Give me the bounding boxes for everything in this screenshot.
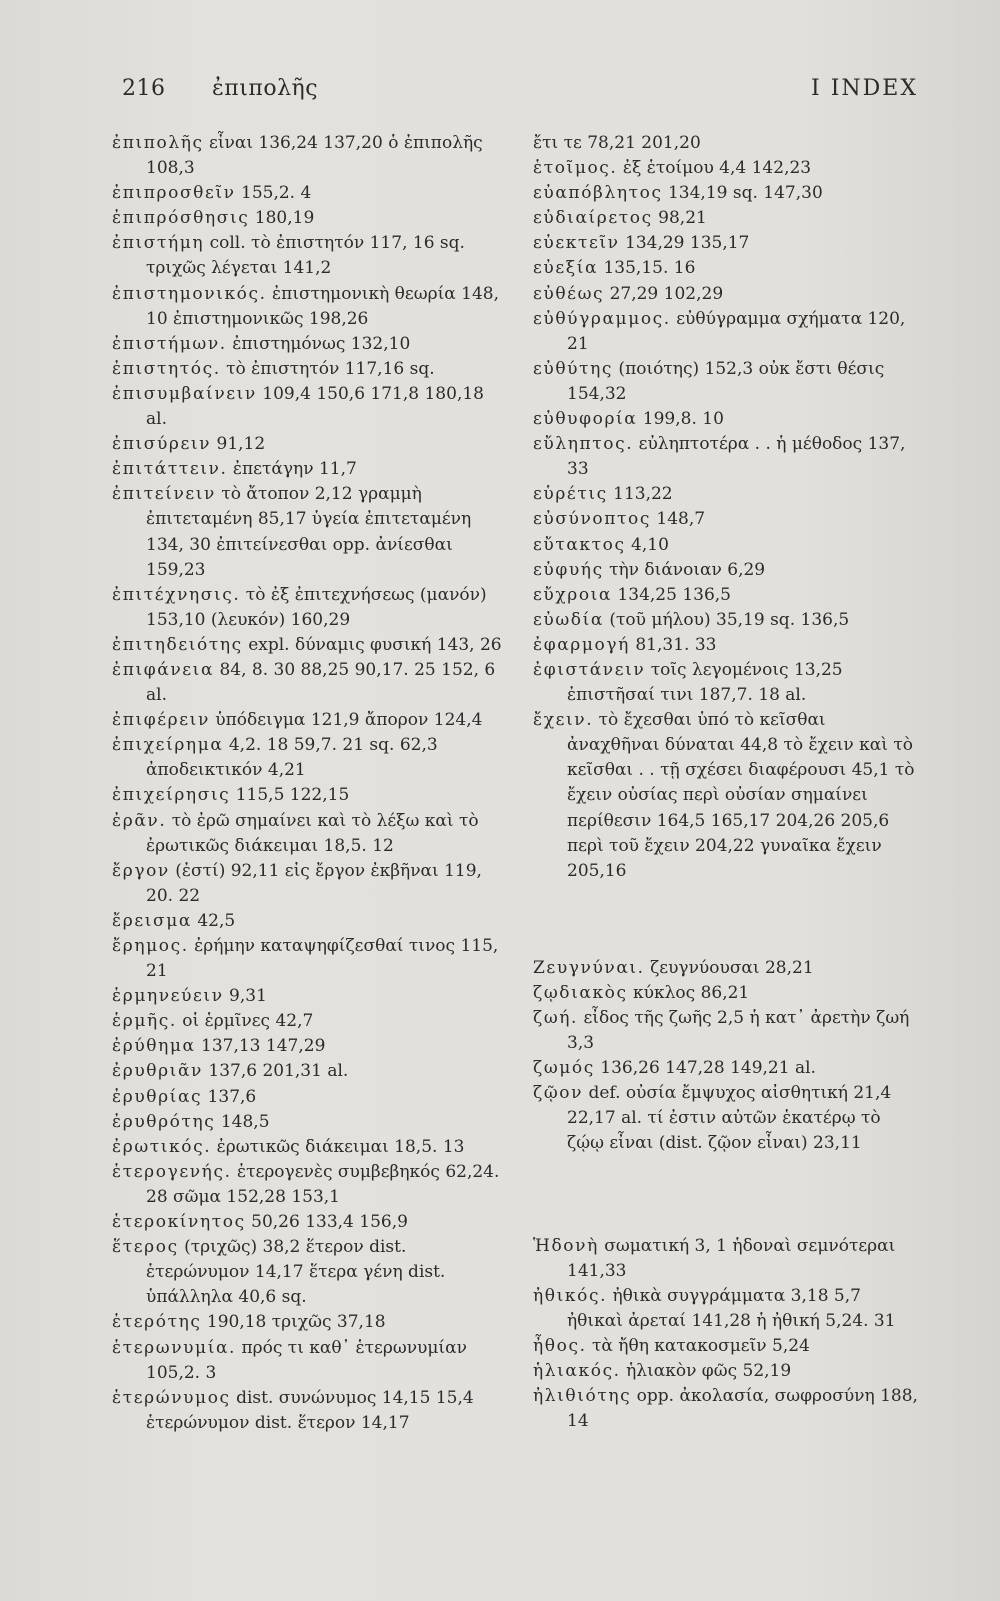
entry-references: ἐπιστημονικὴ θεωρία 148, 10 ἐπιστημονικῶς 198,26 (146, 283, 499, 329)
entry-headword: εὐωδία (533, 609, 604, 630)
index-entry (533, 482, 918, 507)
entry-headword: ἡλιακός. (533, 1361, 621, 1382)
entry-headword: ζωή. (533, 1008, 579, 1028)
entry-headword: ἐπιστημονικός. (112, 283, 267, 304)
index-entry (533, 583, 918, 608)
entry-references: πρός τι καθ᾽ ἑτερωνυμίαν 105,2. 3 (146, 1337, 467, 1383)
entry-headword: ζῳδιακὸς (533, 982, 628, 1003)
entry-group-zeta (533, 956, 918, 1157)
entry-references: ἔτι τε 78,21 201,20 (533, 133, 701, 153)
entry-headword: Ζευγνύναι. (533, 957, 645, 978)
entry-references: 9,31 (223, 986, 267, 1007)
entry-headword: ἐρυθρίας (112, 1086, 203, 1107)
index-entry (533, 1384, 918, 1434)
page-number: 216 (122, 76, 166, 101)
entry-headword: ἐρύθημα (112, 1036, 196, 1057)
entry-headword: ἐπιπροσθεῖν (112, 183, 236, 204)
entry-headword: ἐφαρμογή (533, 634, 630, 655)
index-entry (533, 357, 918, 407)
entry-headword: εὐεκτεῖν (533, 233, 620, 254)
entry-headword: ἦθος. (533, 1335, 587, 1356)
entry-headword: εὐφυής (533, 559, 604, 580)
index-entry (112, 206, 502, 231)
index-entry (112, 809, 502, 859)
entry-references: 98,21 (652, 208, 707, 229)
entry-references: τὸ ἐπιστητόν 117,16 sq. (220, 358, 435, 379)
entry-headword: εὔχροια (533, 584, 613, 605)
entry-headword: ἠλιθιότης (533, 1386, 632, 1407)
entry-headword: ἑρμῆς. (112, 1011, 177, 1032)
entry-references: 148,5 (215, 1111, 270, 1132)
entry-references: 134,19 sq. 147,30 (662, 183, 823, 204)
group-spacer (533, 884, 918, 956)
entry-references: 134,29 135,17 (619, 233, 750, 254)
entry-references: 81,31. 33 (629, 634, 717, 655)
entry-references: τὴν διάνοιαν 6,29 (603, 559, 766, 580)
index-entry (533, 1334, 918, 1359)
index-entry (112, 432, 502, 457)
index-entry (112, 282, 502, 332)
index-entry (533, 131, 918, 156)
index-entry (533, 1359, 918, 1384)
index-entry (112, 1110, 502, 1135)
group-spacer (533, 1157, 918, 1234)
entry-headword: εὔληπτος. (533, 434, 634, 455)
entry-headword: εὑρέτις (533, 484, 608, 505)
index-entry (533, 256, 918, 281)
entry-headword: εὐδιαίρετος (533, 208, 653, 229)
index-entry (533, 708, 918, 884)
entry-references: ἡλιακὸν φῶς 52,19 (620, 1361, 792, 1382)
index-entry (112, 357, 502, 382)
entry-references: ὑπόδειγμα 121,9 ἄπορον 124,4 (209, 710, 483, 731)
index-entry (112, 1059, 502, 1084)
entry-headword: ἐπιτέχνησις. (112, 584, 241, 605)
index-entry (112, 658, 502, 708)
entry-references: 42,5 (191, 910, 236, 931)
entry-references: ἐπιστημόνως 132,10 (226, 333, 411, 354)
entry-references: 135,15. 16 (598, 258, 696, 279)
index-entry (533, 981, 918, 1006)
entry-headword: ἑτερότης (112, 1312, 202, 1333)
entry-group-eta (533, 1234, 918, 1435)
index-entry (112, 131, 502, 181)
entry-references: coll. τὸ ἐπιστητόν 117, 16 sq. τριχῶς λέγεται 141,2 (146, 233, 465, 279)
entry-headword: εὐθύτης (533, 358, 614, 379)
right-column (533, 131, 918, 1434)
entry-references: τὸ ἐρῶ σημαίνει καὶ τὸ λέξω καὶ τὸ ἐρωτικῶς διάκειμαι 18,5. 12 (146, 810, 479, 856)
index-entry (112, 708, 502, 733)
entry-references: def. οὐσία ἔμψυχος αἰσθητική 21,4 22,17 al. τί ἐστιν αὐτῶν ἑκατέρῳ τὸ ζῴῳ εἶναι (dist. ζῷον εἶναι) 23,11 (567, 1083, 892, 1154)
entry-references: 91,12 (211, 434, 266, 455)
entry-references: εὐληπτοτέρα . . ἡ μέθοδος 137, 33 (567, 434, 906, 480)
entry-references: dist. συνώνυμος 14,15 15,4 ἑτερώνυμον dist. ἕτερον 14,17 (146, 1387, 474, 1433)
entry-references: 199,8. 10 (637, 409, 724, 430)
entry-references: 115,5 122,15 (230, 785, 350, 806)
index-entry (533, 432, 918, 482)
entry-headword: ἐπιστήμων. (112, 333, 227, 354)
entry-headword: ἐπιφέρειν (112, 710, 210, 731)
index-entry (112, 934, 502, 984)
entry-headword: ἐρωτικός. (112, 1136, 212, 1157)
index-entry (533, 282, 918, 307)
entry-headword: ἔρεισμα (112, 910, 192, 931)
entry-headword: ἑτερώνυμος (112, 1387, 231, 1408)
entry-headword: ἐπισυμβαίνειν (112, 383, 257, 404)
entry-references: 50,26 133,4 156,9 (245, 1212, 408, 1233)
entry-headword: ἑτερογενής. (112, 1161, 232, 1182)
entry-headword: εὔτακτος (533, 534, 626, 555)
entry-headword: ἐπιστήμη (112, 233, 205, 254)
index-entry (533, 407, 918, 432)
entry-references: opp. ἀκολασία, σωφροσύνη 188, 14 (567, 1386, 918, 1432)
index-entry (533, 633, 918, 658)
entry-headword: ἐπιπρόσθησις (112, 208, 250, 229)
entry-references: expl. δύναμις φυσική 143, 26 (242, 634, 502, 655)
index-entry (112, 181, 502, 206)
entry-references: τὸ ἔχεσθαι ὑπό τὸ κεῖσθαι ἀναχθῆναι δύναται 44,8 τὸ ἔχειν καὶ τὸ κεῖσθαι . . τῇ σχέσει διαφέρουσι 45,1 τὸ ἔχειν οὐσίας περὶ οὐσίαν σημαίνει περίθεσιν 164,5 165,17 204,26 205,6 περὶ τοῦ ἔχειν 204,22 γυναῖκα ἔχειν 205,16 (567, 710, 915, 881)
entry-references: ζευγνύουσαι 28,21 (644, 957, 814, 978)
entry-references: κύκλος 86,21 (627, 982, 750, 1003)
entry-references: εὐθύγραμμα σχήματα 120, 21 (567, 308, 906, 354)
entry-references: ἐπετάγην 11,7 (227, 459, 357, 480)
entry-headword: ἐρυθρότης (112, 1111, 216, 1132)
entry-headword: ἐπισύρειν (112, 434, 212, 455)
entry-headword: ἔρημος. (112, 936, 189, 956)
entry-references: 136,26 147,28 149,21 al. (594, 1058, 816, 1079)
entry-headword: εὐαπόβλητος (533, 183, 663, 204)
index-entry (112, 1034, 502, 1059)
entry-references: ἐρωτικῶς διάκειμαι 18,5. 13 (211, 1136, 465, 1157)
index-entry (533, 181, 918, 206)
index-entry (533, 206, 918, 231)
entry-references: ἠθικὰ συγγράμματα 3,18 5,7 ἠθικαὶ ἀρεταί 141,28 ἡ ἠθική 5,24. 31 (567, 1285, 896, 1331)
entry-references: εἶναι 136,24 137,20 ὁ ἐπιπολῆς 108,3 (146, 133, 483, 179)
index-entry (112, 1085, 502, 1110)
entry-headword: εὐθέως (533, 283, 605, 304)
entry-references: σωματική 3, 1 ἡδοναὶ σεμνότεραι 141,33 (567, 1235, 896, 1281)
entry-references: 109,4 150,6 171,8 180,18 al. (146, 383, 484, 430)
entry-headword: ἑτεροκίνητος (112, 1212, 246, 1233)
index-entry (533, 608, 918, 633)
entry-headword: ἐρυθριᾶν (112, 1061, 203, 1082)
index-entry (533, 231, 918, 256)
index-entry (533, 1081, 918, 1156)
entry-headword: εὐσύνοπτος (533, 509, 651, 530)
entry-headword: ἔχειν. (533, 710, 594, 731)
entry-references: τὸ ἐξ ἐπιτεχνήσεως (μανόν) 153,10 (λευκόν) 160,29 (146, 584, 487, 630)
index-entry (112, 984, 502, 1009)
index-entry (533, 1006, 918, 1056)
entry-references: 113,22 (607, 484, 673, 505)
section-title: I INDEX (811, 76, 918, 101)
entry-headword: εὐεξία (533, 258, 599, 279)
index-entry (533, 658, 918, 708)
entry-headword: ἐπιστητός. (112, 358, 221, 379)
entry-references: 4,10 (625, 534, 669, 555)
entry-headword: ζωμός (533, 1058, 595, 1079)
index-entry (112, 382, 502, 432)
entry-headword: ἐρᾶν. (112, 810, 167, 831)
entry-references: 180,19 (249, 208, 315, 229)
index-entry (112, 1310, 502, 1335)
entry-headword: ἐπιτείνειν (112, 484, 216, 505)
index-entry (112, 783, 502, 808)
entry-references: εἶδος τῆς ζωῆς 2,5 ἡ κατ᾽ ἀρετὴν ζωή 3,3 (567, 1008, 910, 1054)
entry-references: (τριχῶς) 38,2 ἕτερον dist. ἑτερώνυμον 14,17 ἕτερα γένη dist. ὑπάλληλα 40,6 sq. (146, 1237, 446, 1308)
index-entry (112, 909, 502, 934)
index-entry (112, 633, 502, 658)
running-header (0, 76, 1000, 116)
entry-references: 27,29 102,29 (604, 283, 724, 304)
running-head-word: ἐπιπολῆς (212, 76, 319, 101)
entry-headword: ἔργον (112, 860, 170, 881)
entry-headword: ἐπιπολῆς (112, 133, 204, 153)
entry-headword: Ἡδονὴ (533, 1235, 599, 1256)
index-entry (112, 231, 502, 281)
index-entry (112, 583, 502, 633)
entry-headword: ἐφιστάνειν (533, 659, 646, 680)
entry-headword: ἐπιχείρημα (112, 735, 224, 756)
entry-headword: εὐθύγραμμος. (533, 308, 671, 329)
entry-references: (ἐστί) 92,11 εἰς ἔργον ἐκβῆναι 119, 20. 22 (146, 860, 482, 906)
entry-references: τοῖς λεγομένοις 13,25 ἐπιστῆσαί τινι 187,7. 18 al. (567, 659, 843, 706)
index-entry (533, 307, 918, 357)
index-entry (533, 1234, 918, 1284)
index-entry (112, 1009, 502, 1034)
index-entry (533, 558, 918, 583)
index-entry (112, 482, 502, 582)
entry-references: (ποιότης) 152,3 οὐκ ἔστι θέσις 154,32 (567, 358, 885, 404)
left-column (112, 131, 502, 1436)
entry-references: 137,6 (202, 1086, 257, 1107)
index-entry (112, 1386, 502, 1436)
entry-references: 190,18 τριχῶς 37,18 (201, 1312, 386, 1333)
entry-headword: ἠθικός. (533, 1285, 608, 1306)
entry-headword: ἐπιφάνεια (112, 659, 215, 680)
index-entry (533, 533, 918, 558)
index-entry (533, 1284, 918, 1334)
index-entry (112, 1210, 502, 1235)
index-entry (533, 956, 918, 981)
entry-references: ἐρήμην καταψηφίζεσθαί τινος 115, 21 (146, 936, 499, 982)
entry-references: ἐξ ἑτοίμου 4,4 142,23 (617, 158, 812, 179)
entry-references: τὸ ἄτοπον 2,12 γραμμὴ ἐπιτεταμένη 85,17 ὑγεία ἐπιτεταμένη 134, 30 ἐπιτείνεσθαι opp. ἀνίεσθαι 159,23 (146, 484, 472, 580)
index-entry (112, 457, 502, 482)
entry-headword: ἑτοῖμος. (533, 158, 618, 179)
entry-references: 137,6 201,31 al. (202, 1061, 349, 1082)
entry-references: οἱ ἑρμῖνες 42,7 (176, 1011, 314, 1032)
entry-headword: ἐπιχείρησις (112, 785, 231, 806)
entry-headword: ἐπιτάττειν. (112, 459, 228, 480)
index-entry (112, 1235, 502, 1310)
entry-references: ἑτερογενὲς συμβεβηκός 62,24. 28 σῶμα 152,28 153,1 (146, 1161, 500, 1207)
index-entry (112, 733, 502, 783)
entry-headword: εὐθυφορία (533, 409, 638, 430)
entry-headword: ζῷον (533, 1083, 584, 1104)
entry-headword: ἐπιτηδειότης (112, 634, 243, 655)
entry-references: 148,7 (650, 509, 706, 530)
index-entry (112, 859, 502, 909)
entry-headword: ἕτερος (112, 1237, 179, 1258)
entry-references: 155,2. 4 (235, 183, 312, 204)
index-entry (533, 156, 918, 181)
entry-references: 84, 8. 30 88,25 90,17. 25 152, 6 al. (146, 659, 496, 706)
entry-group-epsilon (533, 131, 918, 884)
entry-headword: ἑρμηνεύειν (112, 986, 224, 1007)
index-entry (112, 1336, 502, 1386)
entry-references: 134,25 136,5 (612, 584, 731, 605)
entry-references: 4,2. 18 59,7. 21 sq. 62,3 ἀποδεικτικόν 4,21 (146, 735, 438, 781)
entry-references: (τοῦ μήλου) 35,19 sq. 136,5 (603, 609, 850, 630)
index-entry (533, 1056, 918, 1081)
entry-references: τὰ ἤθη κατακοσμεῖν 5,24 (586, 1335, 810, 1356)
index-entry (112, 1135, 502, 1160)
entry-references: 137,13 147,29 (195, 1036, 326, 1057)
index-entry (112, 332, 502, 357)
index-entry (112, 1160, 502, 1210)
index-entry (533, 507, 918, 532)
entry-headword: ἑτερωνυμία. (112, 1337, 237, 1358)
